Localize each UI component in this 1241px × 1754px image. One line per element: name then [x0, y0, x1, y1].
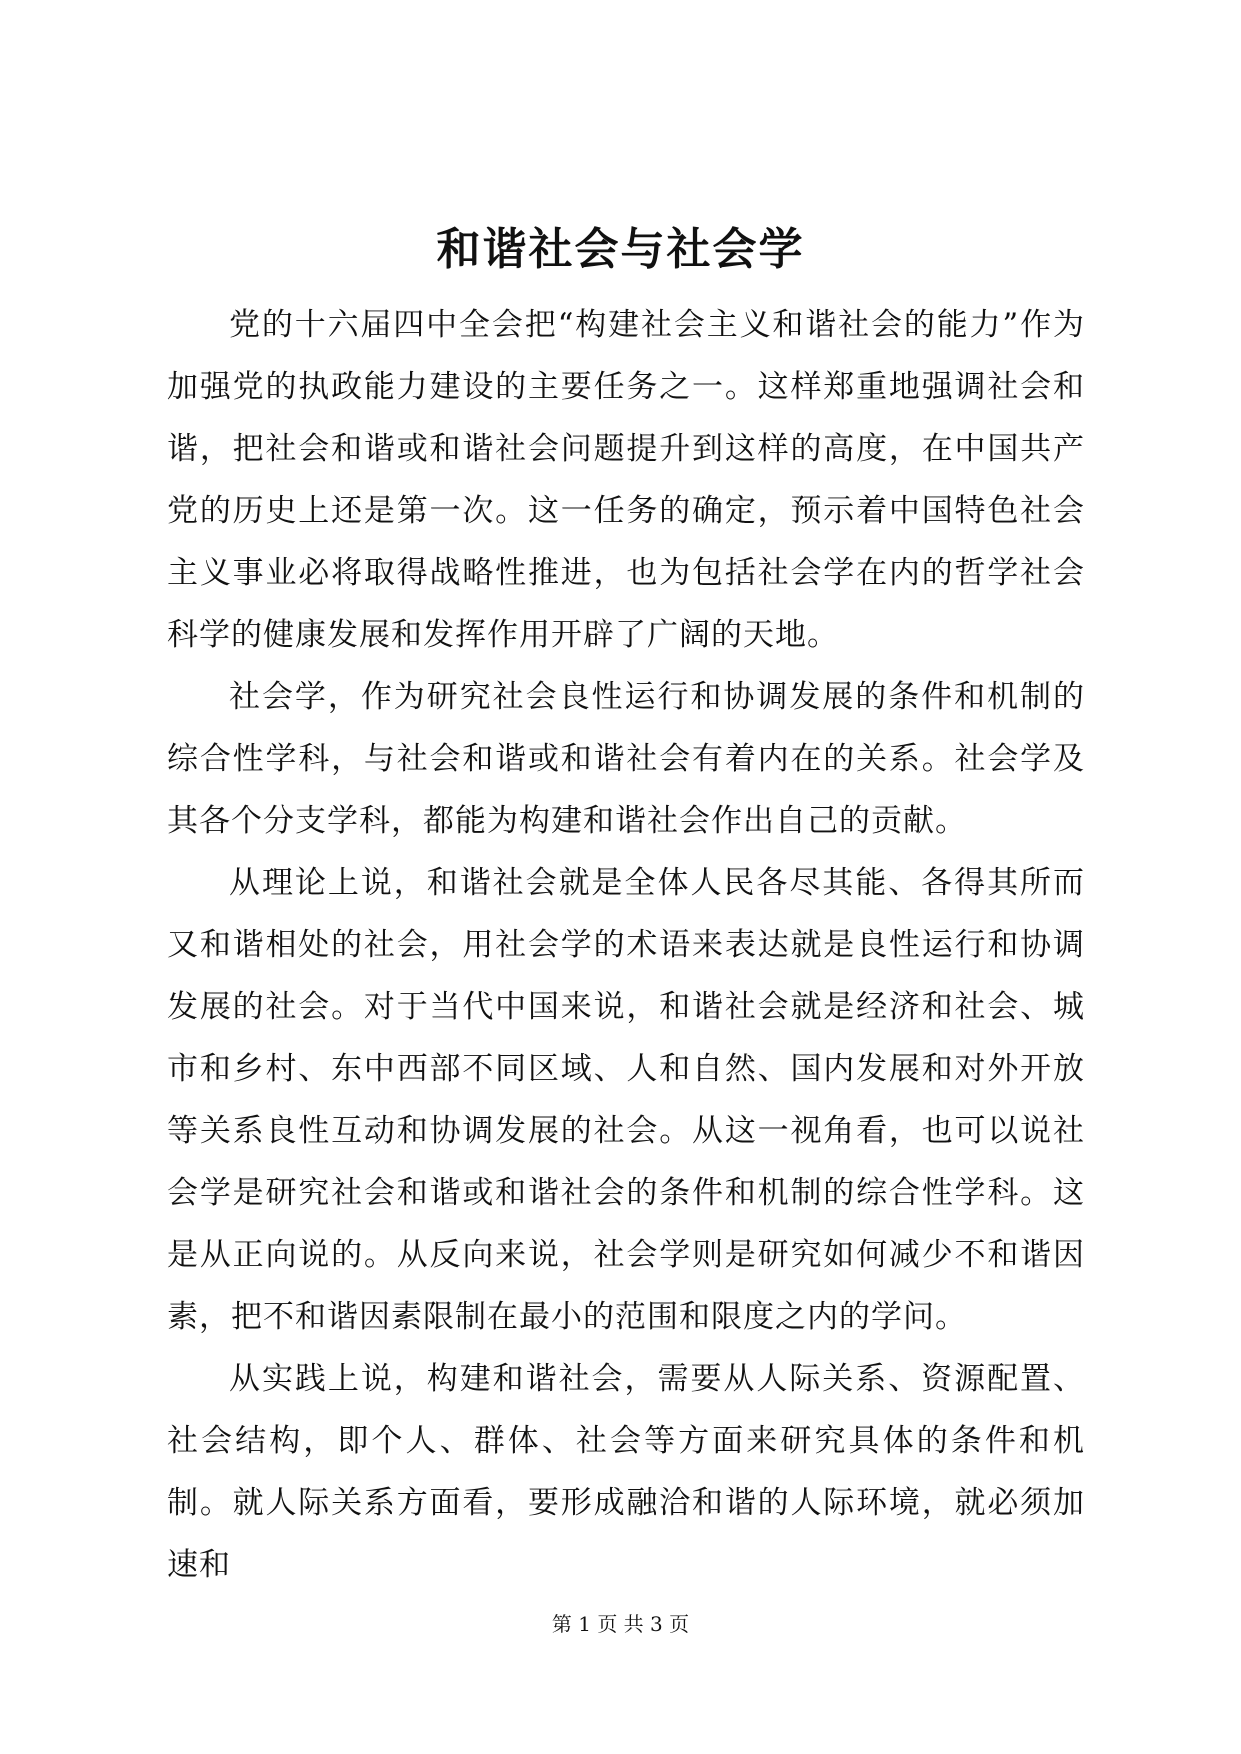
page-footer: 第 1 页 共 3 页 [551, 1612, 690, 1636]
paragraph-4: 从实践上说，构建和谐社会，需要从人际关系、资源配置、社会结构，即个人、群体、社会等方面来研究具体的条件和机制。就人际关系方面看，要形成融洽和谐的人际环境，就必须加速和 [167, 1361, 1085, 1583]
paragraph-3: 从理论上说，和谐社会就是全体人民各尽其能、各得其所而又和谐相处的社会，用社会学的术语来表达就是良性运行和协调发展的社会。对于当代中国来说，和谐社会就是经济和社会、城市和乡村、东中西部不同区域、人和自然、国内发展和对外开放等关系良性互动和协调发展的社会。从这一视角看，也可以说社会学是研究社会和谐或和谐社会的条件和机制的综合性学科。这是从正向说的。从反向来说，社会学则是研究如何减少不和谐因素，把不和谐因素限制在最小的范围和限度之内的学问。 [167, 865, 1085, 1335]
paragraph-1: 党的十六届四中全会把“构建社会主义和谐社会的能力”作为加强党的执政能力建设的主要任务之一。这样郑重地强调社会和谐，把社会和谐或和谐社会问题提升到这样的高度，在中国共产党的历史上还是第一次。这一任务的确定，预示着中国特色社会主义事业必将取得战略性推进，也为包括社会学在内的哲学社会科学的健康发展和发挥作用开辟了广阔的天地。 [167, 307, 1085, 653]
document-title: 和谐社会与社会学 [436, 224, 805, 275]
paragraph-2: 社会学，作为研究社会良性运行和协调发展的条件和机制的综合性学科，与社会和谐或和谐社会有着内在的关系。社会学及其各个分支学科，都能为构建和谐社会作出自己的贡献。 [167, 679, 1085, 839]
document-body [167, 294, 1085, 1596]
